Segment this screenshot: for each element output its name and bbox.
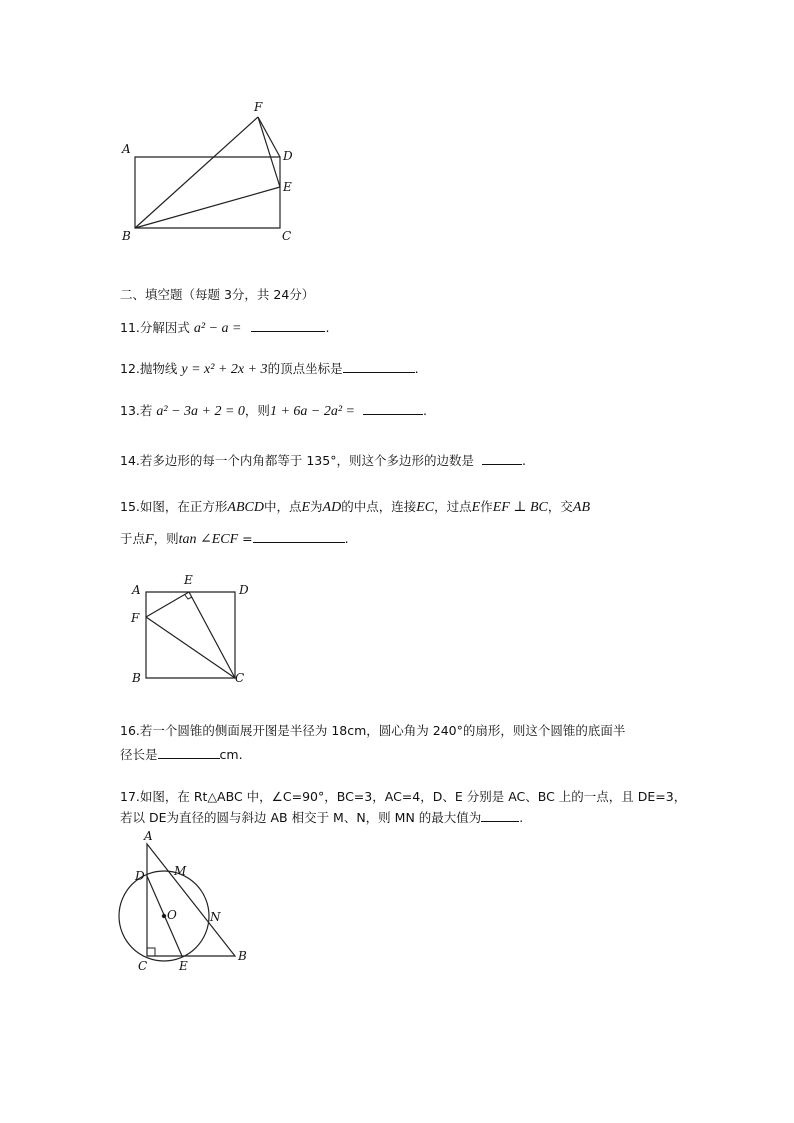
- label-c: C: [282, 229, 292, 243]
- q15-math: EF ⊥ BC: [492, 500, 548, 515]
- q15-suffix: .: [344, 531, 349, 546]
- question-16-line2: [120, 746, 243, 763]
- rectangle-abcd: [135, 157, 280, 228]
- q15-math: AD: [322, 500, 342, 515]
- q13-prefix: 13.若: [120, 403, 153, 418]
- segment-ec: [189, 592, 235, 678]
- question-16-line1: 16.若一个圆锥的侧面展开图是半径为 18cm，圆心角为 240°的扇形，则这个圆锥的底面半: [120, 723, 626, 738]
- q12-expression: y = x² + 2x + 3: [181, 362, 268, 377]
- question-14: [120, 452, 526, 469]
- question-13: [120, 402, 427, 420]
- figure-rectangle: [110, 95, 310, 245]
- question-15-line1: [120, 499, 590, 516]
- label-b: B: [122, 229, 131, 243]
- q15-math: E: [471, 500, 481, 515]
- q15-text: 于点: [120, 531, 146, 546]
- q15-text: 的中点，连接: [341, 499, 417, 514]
- q16-suffix: cm.: [219, 747, 243, 762]
- square-abcd: [146, 592, 235, 678]
- label-o: O: [167, 908, 177, 922]
- q15-answer-blank[interactable]: [253, 530, 345, 543]
- q11-prefix: 11.分解因式: [120, 320, 190, 335]
- q13-middle: ，则: [244, 403, 270, 418]
- label-b: B: [238, 949, 247, 963]
- q16-answer-blank[interactable]: [158, 746, 220, 759]
- label-m: M: [174, 864, 187, 878]
- q11-expression: a² − a =: [193, 321, 242, 336]
- label-f: F: [254, 100, 263, 114]
- label-a: A: [144, 829, 153, 843]
- label-c: C: [235, 671, 245, 685]
- segment-ef: [146, 592, 189, 617]
- label-e: E: [179, 959, 188, 973]
- label-d: D: [135, 869, 145, 883]
- q15-text: 作: [480, 499, 493, 514]
- label-f: F: [131, 611, 140, 625]
- q11-answer-blank[interactable]: [251, 319, 325, 332]
- q15-text: 为: [310, 499, 323, 514]
- question-12: [120, 360, 419, 378]
- label-c: C: [138, 959, 148, 973]
- question-15-line2: [120, 530, 349, 548]
- figure-square: [128, 570, 258, 695]
- q15-text: ，过点: [434, 499, 472, 514]
- triangle-abc: [147, 844, 235, 956]
- label-e: E: [283, 180, 292, 194]
- q14-answer-blank[interactable]: [482, 452, 522, 465]
- label-n: N: [210, 910, 221, 924]
- q15-text: ，交: [547, 499, 573, 514]
- question-17-line2: [120, 809, 523, 826]
- q15-math: ABCD: [227, 500, 264, 515]
- segment-bf: [135, 117, 258, 228]
- q15-text: 15.如图，在正方形: [120, 499, 228, 514]
- label-d: D: [239, 583, 249, 597]
- q12-middle: 的顶点坐标是: [267, 361, 343, 376]
- q12-answer-blank[interactable]: [343, 360, 415, 373]
- q17-answer-blank[interactable]: [481, 809, 519, 822]
- q17-prefix: 若以 DE为直径的圆与斜边 AB 相交于 M、N，则 MN 的最大值为: [120, 810, 482, 825]
- q15-text: =: [242, 531, 253, 546]
- q14-text: 14.若多边形的每一个内角都等于 135°，则这个多边形的边数是: [120, 453, 474, 468]
- label-a: A: [122, 142, 131, 156]
- q15-text: 中，点: [263, 499, 302, 514]
- q17-suffix: .: [519, 810, 524, 825]
- q14-suffix: .: [521, 453, 526, 468]
- q15-math: EC: [416, 500, 435, 515]
- q15-math: AB: [572, 500, 591, 515]
- q15-math: F: [145, 532, 154, 547]
- q13-answer-blank[interactable]: [363, 402, 423, 415]
- q12-suffix: .: [414, 361, 419, 376]
- q13-condition: a² − 3a + 2 = 0: [156, 404, 245, 419]
- label-e: E: [184, 573, 193, 587]
- question-17-line1: 17.如图，在 Rt△ABC 中，∠C=90°，BC=3，AC=4，D、E 分别是 AC、BC 上的一点，且 DE=3，: [120, 789, 687, 804]
- q11-suffix: .: [325, 320, 330, 335]
- center-point: [162, 914, 165, 917]
- section-heading: 二、填空题（每题 3分，共 24分）: [120, 287, 315, 302]
- q15-math: tan ∠ECF: [178, 532, 239, 547]
- q13-suffix: .: [422, 403, 427, 418]
- label-d: D: [283, 149, 293, 163]
- label-b: B: [132, 671, 141, 685]
- q16-prefix: 径长是: [120, 747, 158, 762]
- question-11: [120, 319, 329, 337]
- segment-be: [135, 187, 280, 228]
- q15-text: ，则: [153, 531, 179, 546]
- q13-expression: 1 + 6a − 2a² =: [269, 404, 355, 419]
- q15-math: E: [301, 500, 311, 515]
- figure-triangle-circle: [112, 828, 262, 976]
- right-angle-mark: [147, 948, 155, 956]
- label-a: A: [132, 583, 141, 597]
- segment-fc: [146, 617, 235, 678]
- q12-prefix: 12.抛物线: [120, 361, 178, 376]
